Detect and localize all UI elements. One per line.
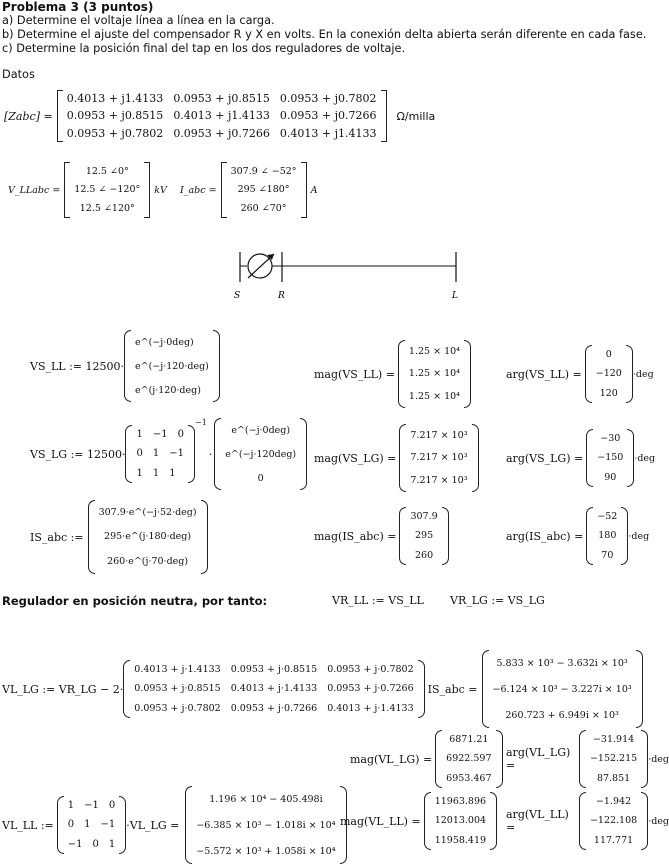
vllabc-label: V_LLabc = (8, 184, 61, 196)
vector-cell: 117.771 (593, 834, 634, 846)
matrix-cell: 0.0953 + j0.7266 (279, 109, 377, 123)
vllg-result (482, 650, 643, 728)
mag-isabc-label: mag(IS_abc) = (314, 529, 397, 543)
vslg-matrix (125, 425, 195, 483)
mag-vsll-vector (398, 340, 471, 408)
arg-isabc-vector (586, 507, 628, 565)
vector-cell: 7.217 × 10³ (410, 452, 468, 464)
mag-vslg-label: mag(VS_LG) = (314, 451, 397, 465)
vector-cell: 11963.896 (434, 796, 487, 808)
vector-cell: −120 (595, 368, 622, 380)
arg-vllg (506, 730, 669, 788)
matrix-cell: 1 (136, 467, 143, 479)
matrix-cell: 0.4013 + j1.4133 (66, 92, 164, 106)
matrix-cell: 0 (67, 819, 75, 831)
arg-vsll-vector (585, 345, 633, 403)
mag-vlll-label: mag(VL_LL) = (340, 814, 421, 828)
vector-cell: 6953.467 (446, 772, 492, 784)
vector-cell: 295·e^(j·180·deg) (104, 531, 192, 543)
deg-unit: ·deg (648, 815, 669, 827)
mag-vllg (350, 730, 503, 788)
vector-cell: 12.5 ∠120° (79, 203, 135, 215)
matrix-cell: 0.4013 + j·1.4133 (230, 683, 318, 695)
vector-cell: −52 (597, 511, 618, 523)
matrix-cell: 0.0953 + j·0.7802 (134, 702, 221, 714)
iabc-definition (180, 162, 317, 218)
vllg-lhs: VL_LG := VR_LG − 2· (2, 682, 124, 696)
vector-cell: 1.25 × 10⁴ (408, 391, 460, 403)
vector-cell: −150 (597, 452, 624, 464)
arg-vsll-label: arg(VS_LL) = (506, 367, 582, 381)
load-label: L (452, 291, 458, 301)
mag-vsll (314, 340, 471, 408)
vector-cell: 0 (605, 349, 612, 361)
vlll-lhs: VL_LL := (2, 818, 54, 832)
isabc-term: IS_abc = (427, 682, 478, 696)
matrix-cell: 0.0953 + j·0.7266 (327, 683, 414, 695)
vector-cell: 12.5 ∠0° (85, 165, 129, 177)
question-c: c) Determine la posición final del tap en los dos reguladores de voltaje. (2, 42, 406, 55)
matrix-cell: 1 (108, 838, 116, 850)
arg-vslg-label: arg(VS_LG) = (506, 451, 584, 465)
matrix-cell: 1 (136, 429, 143, 441)
matrix-cell: 0 (177, 429, 184, 441)
vector-cell: 7.217 × 10³ (410, 429, 468, 441)
matrix-cell: 0 (108, 800, 116, 812)
mag-vsll-label: mag(VS_LL) = (314, 367, 395, 381)
feeder-diagram (220, 246, 480, 306)
vector-cell: 307.9 ∠ −52° (230, 165, 297, 177)
isabc-lhs: IS_abc := (30, 530, 84, 544)
vlll-result (185, 786, 346, 864)
vector-cell: 307.9 (410, 511, 438, 523)
matrix-cell: −1 (67, 838, 83, 850)
matrix-cell: 0.0953 + j0.7802 (279, 92, 377, 106)
matrix-cell: 0.0953 + j0.8515 (66, 109, 164, 123)
iabc-vector (221, 162, 307, 218)
vector-cell: −30 (600, 433, 621, 445)
vlll-definition (2, 786, 347, 864)
vector-cell: 260.723 + 6.949i × 10³ (505, 709, 619, 721)
vrlg-equation: VR_LG := VS_LG (450, 594, 545, 607)
matrix-cell: 1 (169, 467, 176, 479)
arg-vslg-vector (586, 429, 634, 487)
vector-cell: −1.942 (595, 796, 632, 808)
vector-cell: 1.196 × 10⁴ − 405.498i (209, 793, 323, 805)
vector-cell: 260·e^(j·70·deg) (107, 556, 189, 568)
vsll-definition (30, 330, 220, 402)
vsll-vector (124, 330, 220, 402)
vector-cell: 1.25 × 10⁴ (408, 345, 460, 357)
vllg-term: ·VL_LG = (126, 818, 180, 832)
vector-cell: 6871.21 (449, 734, 489, 746)
vector-cell: 295 ∠180° (237, 184, 290, 196)
vector-cell: −6.124 × 10³ − 3.227i × 10³ (492, 683, 632, 695)
matrix-cell: 0.4013 + j·1.4133 (327, 702, 414, 714)
vector-cell: 120 (599, 387, 618, 399)
vslg-definition: VS_LG := 12500· 1 −1 0 0 1 −1 1 1 1 $^{-1}$ · e^(−j·0deg) e^(−j·120deg) 0 (30, 418, 307, 490)
regulator-heading: Regulador en posición neutra, por tanto: (2, 594, 268, 608)
matrix-cell: 1 (67, 800, 75, 812)
regulator-label: R (278, 291, 285, 301)
matrix-cell: 0 (92, 838, 99, 850)
mag-vslg-vector (399, 424, 478, 492)
isabc-vector (88, 500, 208, 574)
matrix-cell: 0.0953 + j·0.7802 (327, 664, 414, 676)
vector-cell: 260 ∠70° (240, 203, 287, 215)
vector-cell: 11958.419 (434, 834, 487, 846)
isabc-definition (30, 500, 208, 574)
vector-cell: 295 (415, 530, 434, 542)
vector-cell: 90 (604, 471, 617, 483)
datos-label: Datos (2, 68, 35, 81)
vector-cell: −31.914 (592, 734, 635, 746)
vector-cell: 260 (415, 549, 434, 561)
mag-isabc (314, 507, 449, 565)
vector-cell: 12013.004 (434, 815, 487, 827)
matrix-cell: 0.4013 + j1.4133 (279, 126, 377, 140)
mag-vllg-label: mag(VL_LG) = (350, 752, 433, 766)
vector-cell: 5.833 × 10³ − 3.632i × 10³ (496, 657, 628, 669)
mag-vllg-vector (435, 730, 502, 788)
mag-vlll (340, 792, 497, 850)
vector-cell: 87.851 (596, 772, 631, 784)
vector-cell: −5.572 × 10³ + 1.058i × 10⁴ (196, 845, 336, 857)
matrix-cell: 1 (84, 819, 91, 831)
vslg-lhs: VS_LG := 12500· (30, 447, 126, 461)
vllg-definition (2, 650, 643, 728)
matrix-cell: −1 (84, 800, 99, 812)
zabc-matrix (57, 90, 387, 142)
problem-title: Problema 3 (3 puntos) (2, 0, 154, 14)
zabc-pmatrix (123, 660, 424, 718)
matrix-cell: 1 (152, 467, 160, 479)
matrix-cell: 0.0953 + j0.7802 (66, 126, 164, 140)
arg-vlll (506, 792, 669, 850)
vllabc-unit: kV (154, 184, 167, 196)
vector-cell: −152.215 (589, 753, 638, 765)
question-b: b) Determine el ajuste del compensador R y X en volts. En la conexión delta abierta serán diferente en cada fase. (2, 28, 647, 41)
arg-vllg-vector (579, 730, 648, 788)
zabc-label: [Zabc] = (4, 109, 53, 123)
vllabc-definition (8, 162, 167, 218)
matrix-cell: 1 (152, 448, 160, 460)
iabc-unit: A (310, 184, 318, 196)
mag-vlll-vector (424, 792, 497, 850)
mag-isabc-vector (399, 507, 448, 565)
matrix-cell: 0.4013 + j·1.4133 (134, 664, 221, 676)
arg-vlll-vector (579, 792, 648, 850)
vsll-lhs: VS_LL := 12500· (30, 359, 124, 373)
vector-cell: 180 (598, 530, 617, 542)
vector-cell: 70 (601, 549, 614, 561)
deg-unit: ·deg (632, 368, 654, 380)
vslg-vector (214, 418, 307, 490)
matrix-cell: 0.0953 + j0.7266 (173, 126, 270, 140)
matrix-cell: 0.0953 + j0.8515 (173, 92, 270, 106)
matrix-cell: 0.0953 + j·0.8515 (230, 664, 318, 676)
zabc-definition (4, 90, 435, 142)
matrix-cell: −1 (152, 429, 168, 441)
arg-vlll-label: arg(VL_LL) = (506, 808, 569, 834)
arg-vsll (506, 345, 654, 403)
vector-cell: 6922.597 (446, 753, 492, 765)
arg-isabc-label: arg(IS_abc) = (506, 529, 584, 543)
vector-cell: 307.9·e^(−j·52·deg) (98, 506, 197, 518)
mag-vslg (314, 424, 479, 492)
vlll-transform-matrix (57, 796, 127, 854)
vector-cell: 1.25 × 10⁴ (408, 368, 460, 380)
zabc-unit: Ω/milla (396, 109, 436, 123)
vector-cell: 0 (257, 472, 264, 484)
vector-cell: e^(−j·0deg) (231, 424, 291, 436)
arg-vllg-label: arg(VL_LG) = (506, 746, 571, 772)
vector-cell: −122.108 (589, 815, 638, 827)
question-a: a) Determine el voltaje línea a línea en la carga. (2, 14, 275, 27)
arg-isabc (506, 507, 649, 565)
deg-unit: ·deg (648, 753, 669, 765)
vector-cell: e^(−j·120·deg) (135, 360, 209, 372)
deg-unit: ·deg (628, 530, 650, 542)
matrix-cell: 0.0953 + j·0.7266 (230, 702, 318, 714)
matrix-cell: −1 (100, 819, 116, 831)
vector-cell: 7.217 × 10³ (410, 475, 468, 487)
matrix-cell: 0.0953 + j·0.8515 (134, 683, 221, 695)
vector-cell: e^(j·120·deg) (135, 384, 201, 396)
iabc-label: I_abc = (180, 184, 217, 196)
arg-vslg (506, 429, 655, 487)
vrll-equation: VR_LL := VS_LL (332, 594, 424, 607)
matrix-cell: −1 (169, 448, 184, 460)
matrix-cell: 0 (136, 448, 143, 460)
vector-cell: −6.385 × 10³ − 1.018i × 10⁴ (196, 819, 336, 831)
vllabc-vector (64, 162, 150, 218)
vector-cell: e^(−j·120deg) (225, 448, 297, 460)
vector-cell: e^(−j·0deg) (135, 336, 194, 348)
deg-unit: ·deg (634, 452, 656, 464)
vector-cell: 12.5 ∠ −120° (74, 184, 141, 196)
matrix-cell: 0.4013 + j1.4133 (173, 109, 270, 123)
source-label: S (234, 291, 241, 301)
